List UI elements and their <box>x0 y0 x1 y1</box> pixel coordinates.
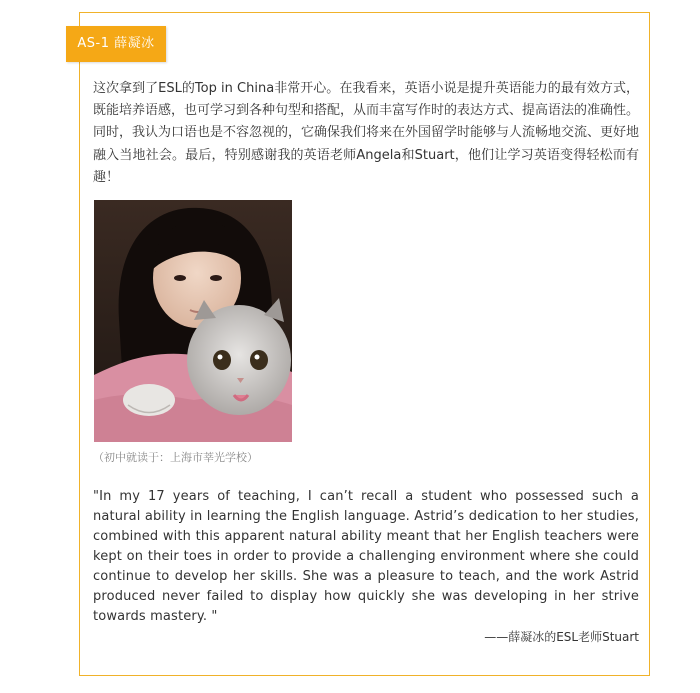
teacher-quote: "In my 17 years of teaching, I can’t recall a student who possessed such a natural ability in learning the English language. Astrid’s dedication to her studies, combined with this apparent natural ability meant that her English teachers were kept on their toes in order to provide a challenging environment where she could continue to develop her skills. She was a pleasure to teach, and the work Astrid produced never failed to display how quickly she was developing in her strive towards mastery. " <box>93 489 639 624</box>
teacher-signature: ——薛凝冰的ESL老师Stuart <box>484 630 639 644</box>
student-photo <box>94 200 292 442</box>
photo-caption: （初中就读于：上海市莘光学校） <box>93 451 258 464</box>
student-statement: 这次拿到了ESL的Top in China非常开心。在我看来，英语小说是提升英语能力的最有效方式，既能培养语感，也可学习到各种句型和搭配，从而丰富写作时的表达方式、提高语法的准确性。同时，我认为口语也是不容忽视的，它确保我们将来在外国留学时能够与人流畅地交流、更好地融入当地社会。最后，特别感谢我的英语老师Angela和Stuart，他们让学习英语变得轻松而有趣！ <box>93 81 640 185</box>
student-tag: AS-1 薛凝冰 <box>66 26 166 62</box>
